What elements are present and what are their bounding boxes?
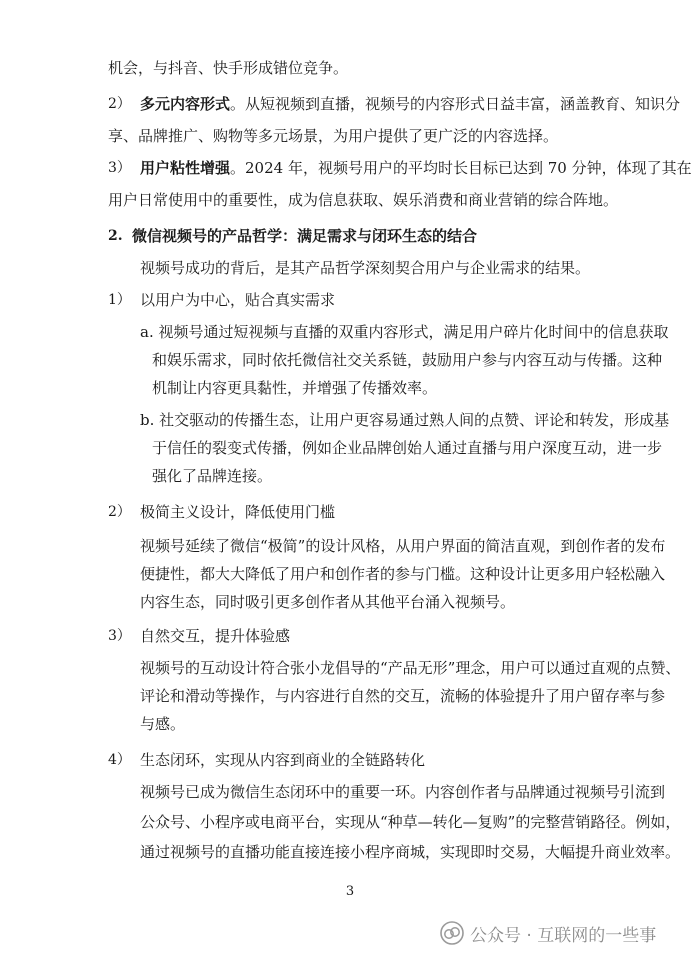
subsection-heading: 极简主义设计，降低使用门槛 bbox=[140, 503, 336, 521]
section-heading: 微信视频号的产品哲学：满足需求与闭环生态的结合 bbox=[132, 227, 478, 245]
subsection-heading: 自然交互，提升体验感 bbox=[140, 627, 291, 645]
paragraph-line: a. 视频号通过短视频与直播的双重内容形式，满足用户碎片化时间中的信息获取 bbox=[140, 323, 669, 341]
paragraph-line: 机会，与抖音、快手形成错位竞争。 bbox=[108, 59, 349, 77]
list-number: 2） bbox=[108, 504, 131, 520]
paragraph-line: 强化了品牌连接。 bbox=[152, 467, 273, 485]
paragraph-line: 评论和滑动等操作，与内容进行自然的交互，流畅的体验提升了用户留存率与参 bbox=[140, 687, 666, 705]
bold-term: 用户粘性增强 bbox=[140, 159, 231, 177]
section-number: 2. bbox=[108, 228, 123, 244]
paragraph-line: 公众号、小程序或电商平台，实现从“种草—转化—复购”的完整营销路径。例如， bbox=[140, 813, 681, 831]
wechat-official-account-icon bbox=[440, 921, 464, 945]
list-number: 1） bbox=[108, 292, 131, 308]
subsection-heading: 以用户为中心，贴合真实需求 bbox=[140, 291, 336, 309]
watermark-text: 公众号 · 互联网的一些事 bbox=[470, 925, 657, 946]
paragraph-line: 与感。 bbox=[140, 715, 186, 733]
paragraph-line: 于信任的裂变式传播，例如企业品牌创始人通过直播与用户深度互动，进一步 bbox=[152, 439, 663, 457]
paragraph-line: b. 社交驱动的传播生态，让用户更容易通过熟人间的点赞、评论和转发，形成基 bbox=[140, 411, 670, 429]
paragraph-text: 。从短视频到直播，视频号的内容形式日益丰富，涵盖教育、知识分 bbox=[230, 95, 681, 113]
paragraph-line: 便捷性，都大大降低了用户和创作者的参与门槛。这种设计让更多用户轻松融入 bbox=[140, 565, 666, 583]
paragraph-line: 内容生态，同时吸引更多创作者从其他平台涌入视频号。 bbox=[140, 593, 516, 611]
paragraph-line: 视频号已成为微信生态闭环中的重要一环。内容创作者与品牌通过视频号引流到 bbox=[140, 783, 666, 801]
list-number: 3） bbox=[108, 160, 131, 176]
paragraph-line: 机制让内容更具黏性，并增强了传播效率。 bbox=[152, 379, 438, 397]
list-number: 4） bbox=[108, 752, 131, 768]
paragraph-line: 用户日常使用中的重要性，成为信息获取、娱乐消费和商业营销的综合阵地。 bbox=[108, 191, 619, 209]
list-number: 3） bbox=[108, 628, 131, 644]
watermark bbox=[440, 918, 656, 948]
bold-term: 多元内容形式 bbox=[140, 95, 231, 113]
paragraph-line: 通过视频号的直播功能直接连接小程序商城，实现即时交易，大幅提升商业效率。 bbox=[140, 843, 681, 861]
paragraph-text: 。2024 年，视频号用户的平均时长目标已达到 70 分钟，体现了其在 bbox=[230, 159, 692, 177]
paragraph-line: 视频号延续了微信“极简”的设计风格，从用户界面的简洁直观，到创作者的发布 bbox=[140, 537, 666, 555]
paragraph-line bbox=[140, 156, 692, 180]
subsection-heading: 生态闭环，实现从内容到商业的全链路转化 bbox=[140, 751, 426, 769]
paragraph-line: 视频号的互动设计符合张小龙倡导的“产品无形”理念，用户可以通过直观的点赞、 bbox=[140, 659, 681, 677]
paragraph-line: 视频号成功的背后，是其产品哲学深刻契合用户与企业需求的结果。 bbox=[140, 259, 591, 277]
paragraph-line: 享、品牌推广、购物等多元场景，为用户提供了更广泛的内容选择。 bbox=[108, 127, 559, 145]
paragraph-line bbox=[140, 92, 680, 116]
page-number: 3 bbox=[345, 884, 355, 899]
paragraph-line: 和娱乐需求，同时依托微信社交关系链，鼓励用户参与内容互动与传播。这种 bbox=[152, 351, 663, 369]
list-number: 2） bbox=[108, 96, 131, 112]
